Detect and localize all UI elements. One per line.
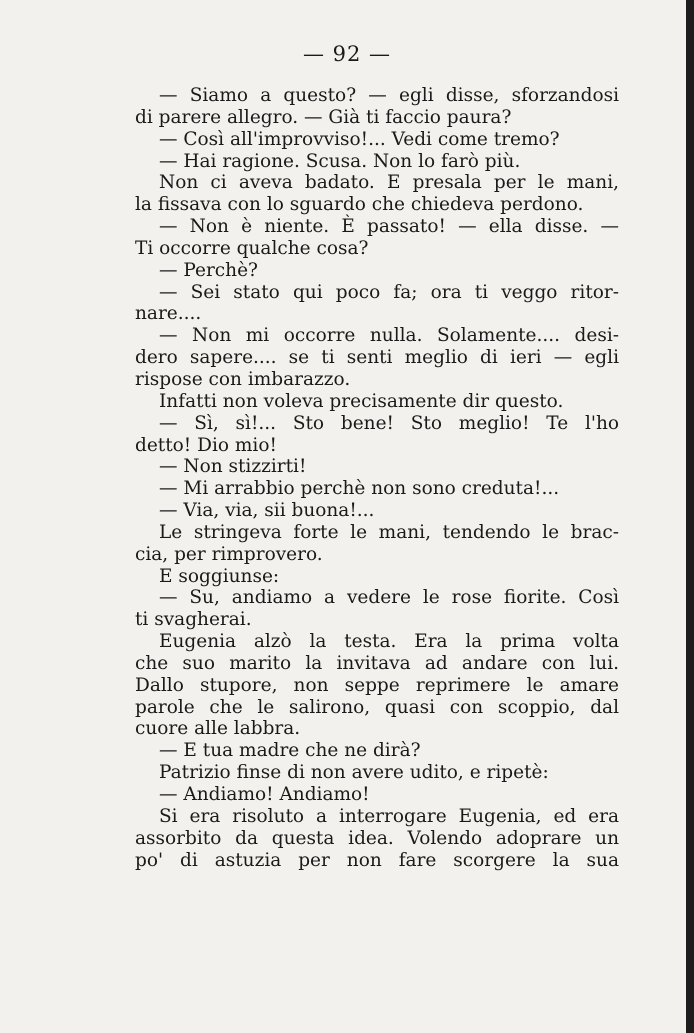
text-line: — E tua madre che ne dirà? — [159, 740, 421, 762]
text-line: che suo marito la invitava ad andare con lui. — [135, 652, 619, 674]
text-line: — Non è niente. È passato! — ella disse. — — [159, 216, 619, 238]
text-line: po' di astuzia per non fare scorgere la sua — [135, 849, 619, 871]
text-line: la fissava con lo sguardo che chiedeva perdono. — [135, 194, 584, 216]
text-line: — Perchè? — [159, 259, 258, 281]
text-line: — Su, andiamo a vedere le rose fiorite. Così — [159, 587, 619, 609]
text-line: Non ci aveva badato. E presala per le mani, — [159, 172, 619, 194]
text-line: Infatti non voleva precisamente dir questo. — [159, 390, 564, 412]
text-line: Patrizio finse di non avere udito, e ripetè: — [159, 762, 549, 784]
text-line: — Hai ragione. Scusa. Non lo farò più. — [159, 150, 521, 172]
text-line: Ti occorre qualche cosa? — [135, 237, 369, 259]
text-line: — Non stizzirti! — [159, 456, 307, 478]
text-line: — Andiamo! Andiamo! — [159, 784, 370, 805]
text-line: — Sei stato qui poco fa; ora ti veggo ritor- — [159, 281, 619, 303]
text-line: — Siamo a questo? — egli disse, sforzandosi — [159, 85, 619, 106]
body-text — [135, 85, 619, 871]
text-line: di parere allegro. — Già ti faccio paura? — [135, 106, 512, 128]
page-number: — 92 — — [302, 42, 392, 66]
text-line: Le stringeva forte le mani, tendendo le brac- — [159, 521, 619, 543]
text-line: dero sapere.... se ti senti meglio di ieri — egli — [135, 347, 619, 369]
text-line: parole che le salirono, quasi con scoppio, dal — [135, 696, 619, 718]
text-line: ti svagherai. — [135, 609, 252, 631]
text-line: nare.... — [135, 303, 202, 325]
text-line: cia, per rimprovero. — [135, 543, 323, 565]
text-line: cuore alle labbra. — [135, 718, 301, 740]
text-line: rispose con imbarazzo. — [135, 368, 351, 390]
text-line: — Mi arrabbio perchè non sono creduta!... — [159, 478, 560, 500]
page-edge-shadow — [686, 0, 694, 1033]
text-line: E soggiunse: — [159, 565, 280, 587]
text-line: detto! Dio mio! — [135, 434, 277, 456]
text-line: — Non mi occorre nulla. Solamente.... desi- — [159, 325, 619, 347]
text-line: — Via, via, sii buona!... — [159, 500, 375, 522]
text-line: Dallo stupore, non seppe reprimere le amare — [135, 674, 619, 696]
text-line: — Così all'improvviso!... Vedi come tremo? — [159, 128, 560, 150]
text-line: — Sì, sì!... Sto bene! Sto meglio! Te l'ho — [159, 412, 619, 434]
text-line: Eugenia alzò la testa. Era la prima volta — [159, 631, 619, 653]
text-line: Si era risoluto a interrogare Eugenia, ed era — [159, 805, 619, 827]
text-line: assorbito da questa idea. Volendo adoprare un — [135, 827, 619, 849]
